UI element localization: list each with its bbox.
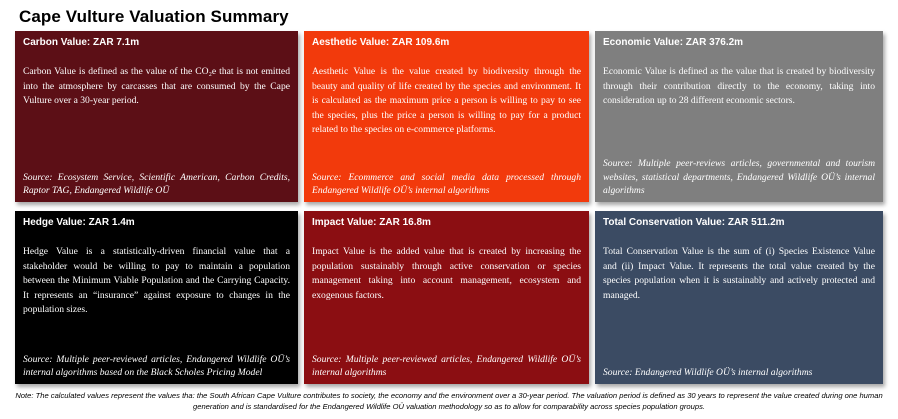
card-heading: Hedge Value: ZAR 1.4m: [23, 217, 135, 228]
card-heading: Economic Value: ZAR 376.2m: [603, 37, 744, 48]
page-title: Cape Vulture Valuation Summary: [19, 7, 289, 26]
card-body: Hedge Value is a statistically-driven financial value that a stakeholder would be willing to pay to maintain a population between the Minimum Viable Population and the Carrying Capacity. It represents an “insurance” against exposure to changes in the population sizes.: [23, 246, 290, 316]
card-source: Source: Multiple peer-reviewed articles, Endangered Wildlife OÜ’s internal algorithms based on the Black Scholes Pricing Model: [23, 353, 290, 379]
card-heading: Aesthetic Value: ZAR 109.6m: [312, 37, 450, 48]
card-body: Total Conservation Value is the sum of (i) Species Existence Value and (ii) Impact Value. It represents the total value created by the species population when it is sustainably and actively protected and managed.: [603, 246, 875, 301]
card-heading: Impact Value: ZAR 16.8m: [312, 217, 431, 228]
valuation-grid: [15, 31, 883, 385]
card-source: Source: Ecommerce and social media data processed through Endangered Wildlife OÜ’s internal algorithms: [312, 171, 581, 197]
card-heading: Total Conservation Value: ZAR 511.2m: [603, 217, 785, 228]
footnote: Note: The calculated values represent the values tha: the South African Cape Vulture contributes to society, the economy and the environment over a 30-year period. The valuation period is defined as 30 years to represent the value created during one human generation and is standardised for the Endangered Wildlife OÜ valuation methodology so as to allow for comparability across species population groups.: [15, 391, 883, 411]
card-heading: Carbon Value: ZAR 7.1m: [23, 37, 140, 48]
card-source: Source: Ecosystem Service, Scientific American, Carbon Credits, Raptor TAG, Endangered Wildlife OÜ: [23, 171, 290, 197]
card-body: Economic Value is defined as the value that is created by biodiversity through their contribution directly to the economy, taking into consideration up to 28 different economic sectors.: [603, 66, 875, 107]
impact-value-card: [304, 211, 589, 384]
card-body: Impact Value is the added value that is created by increasing the population sustainably through active conservation or species management taking into account management, ecosystem and exogenous factors.: [312, 246, 581, 301]
aesthetic-value-card: [304, 31, 589, 202]
card-source: Source: Multiple peer-reviewed articles, Endangered Wildlife OÜ’s internal algorithms: [312, 353, 581, 379]
carbon-value-card: [15, 31, 298, 202]
hedge-value-card: [15, 211, 298, 384]
economic-value-card: [595, 31, 883, 202]
card-source: Source: Endangered Wildlife OÜ’s internal algorithms: [603, 367, 813, 379]
card-body: Aesthetic Value is the value created by biodiversity through the beauty and quality of life created by the species and environment. It is calculated as the maximum price a person is willing to pay to see the species, plus the price a person is willing to pay for a product related to the species on e-commerce platforms.: [312, 66, 581, 136]
total-conservation-value-card: [595, 211, 883, 384]
card-source: Source: Multiple peer-reviews articles, governmental and tourism websites, statistical departments, Endangered Wildlife OÜ’s internal algorithms: [603, 158, 875, 197]
card-body: Carbon Value is defined as the value of the CO₂e that is not emitted into the atmosphere by carcasses that are consumed by the Cape Vulture over a 30-year period.: [23, 66, 290, 107]
